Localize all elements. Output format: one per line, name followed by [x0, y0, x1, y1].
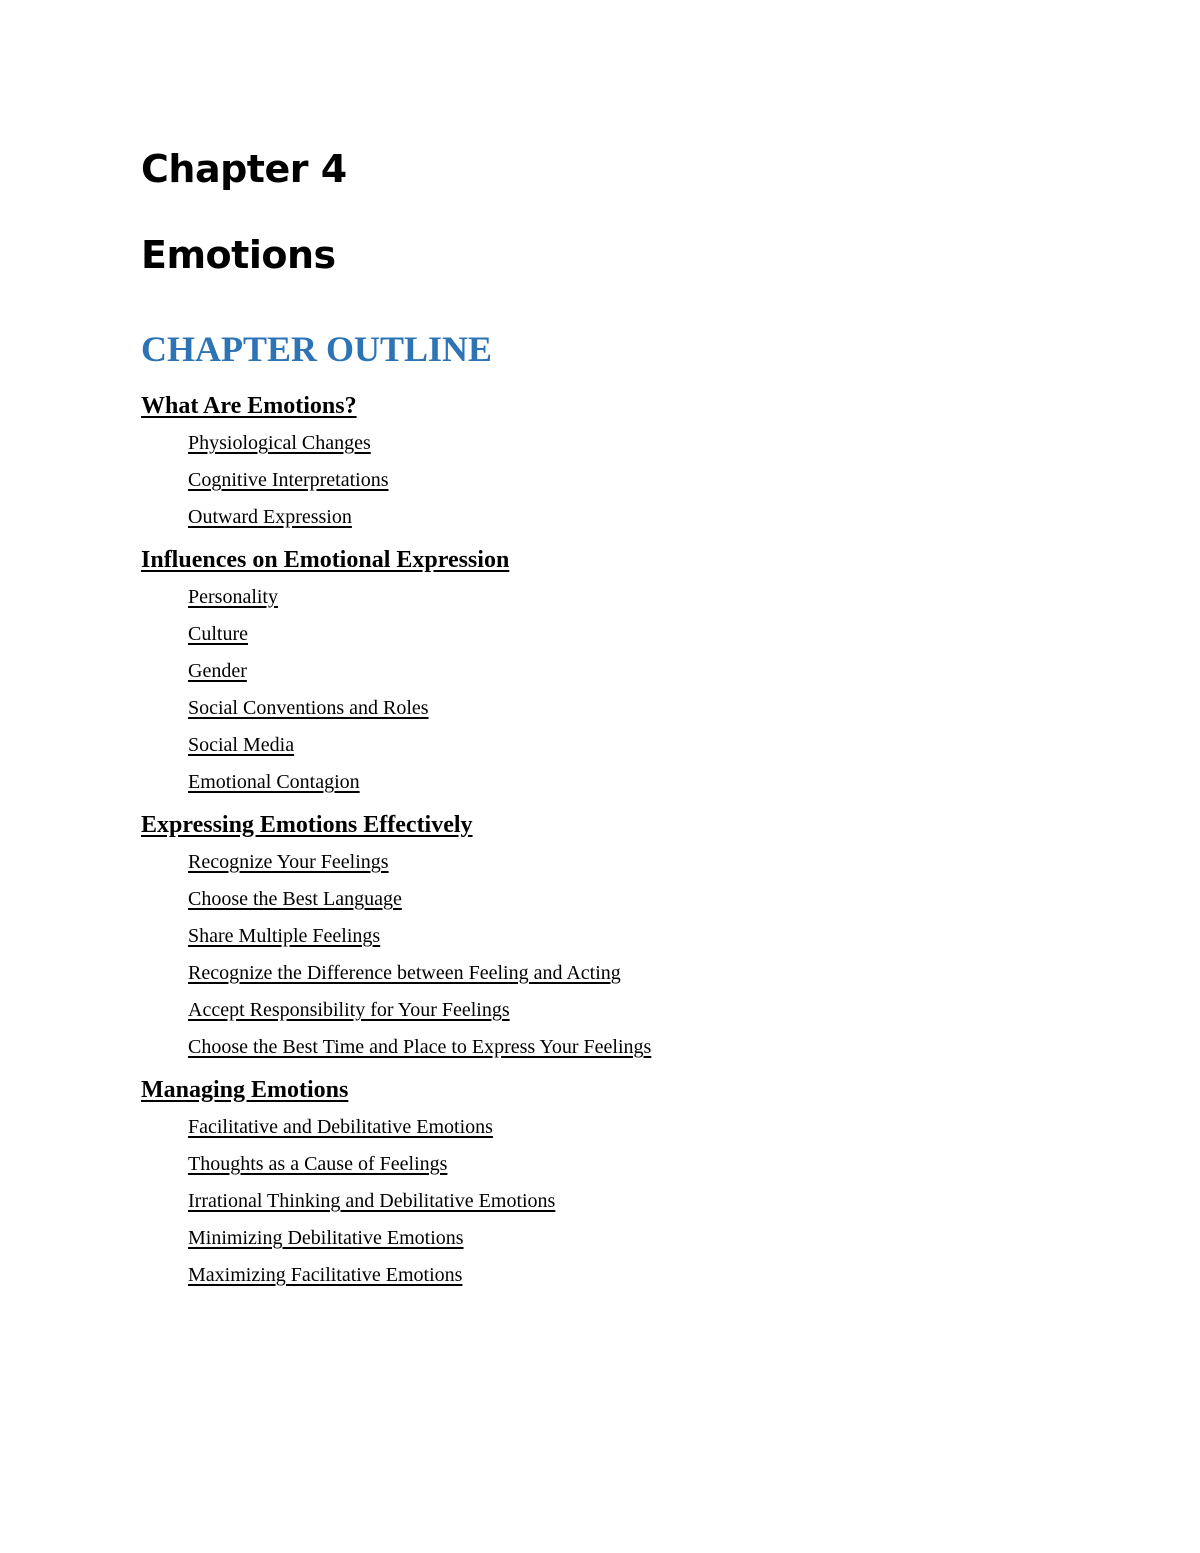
subsection-link[interactable]: Choose the Best Language — [188, 888, 402, 910]
subsection-link[interactable]: Irrational Thinking and Debilitative Emotions — [188, 1190, 556, 1212]
subsection-link[interactable]: Recognize Your Feelings — [188, 851, 389, 873]
subsection-link[interactable]: Choose the Best Time and Place to Express Your Feelings — [188, 1036, 652, 1058]
subsection-item — [188, 653, 1141, 690]
subsection-list — [141, 579, 1141, 801]
subsection-item — [188, 727, 1141, 764]
subsection-item — [188, 616, 1141, 653]
chapter-number: Chapter 4 — [141, 147, 347, 191]
subsection-item — [188, 1029, 1141, 1066]
subsection-item — [188, 1109, 1141, 1146]
section-heading-what-are-emotions[interactable]: What Are Emotions? — [141, 393, 357, 419]
subsection-item — [188, 1183, 1141, 1220]
subsection-link[interactable]: Gender — [188, 660, 247, 682]
subsection-link[interactable]: Cognitive Interpretations — [188, 469, 389, 491]
chapter-outline — [141, 388, 1141, 1294]
subsection-item — [188, 955, 1141, 992]
subsection-item — [188, 462, 1141, 499]
subsection-list — [141, 1109, 1141, 1294]
subsection-link[interactable]: Share Multiple Feelings — [188, 925, 381, 947]
subsection-link[interactable]: Thoughts as a Cause of Feelings — [188, 1153, 448, 1175]
subsection-list — [141, 844, 1141, 1066]
subsection-link[interactable]: Physiological Changes — [188, 432, 371, 454]
subsection-link[interactable]: Accept Responsibility for Your Feelings — [188, 999, 510, 1021]
subsection-item — [188, 844, 1141, 881]
subsection-link[interactable]: Emotional Contagion — [188, 771, 360, 793]
section-heading-managing[interactable]: Managing Emotions — [141, 1077, 349, 1103]
subsection-list — [141, 425, 1141, 536]
subsection-item — [188, 764, 1141, 801]
outline-heading: CHAPTER OUTLINE — [141, 329, 493, 369]
subsection-item — [188, 579, 1141, 616]
subsection-item — [188, 881, 1141, 918]
outline-section — [141, 542, 1141, 801]
chapter-title: Emotions — [141, 233, 336, 277]
outline-section — [141, 388, 1141, 536]
subsection-item — [188, 499, 1141, 536]
subsection-item — [188, 992, 1141, 1029]
outline-section — [141, 1072, 1141, 1294]
subsection-item — [188, 1257, 1141, 1294]
section-heading-expressing[interactable]: Expressing Emotions Effectively — [141, 812, 473, 838]
subsection-link[interactable]: Facilitative and Debilitative Emotions — [188, 1116, 493, 1138]
subsection-link[interactable]: Outward Expression — [188, 506, 352, 528]
subsection-item — [188, 1220, 1141, 1257]
subsection-link[interactable]: Minimizing Debilitative Emotions — [188, 1227, 464, 1249]
subsection-item — [188, 425, 1141, 462]
subsection-link[interactable]: Maximizing Facilitative Emotions — [188, 1264, 463, 1286]
subsection-link[interactable]: Social Conventions and Roles — [188, 697, 429, 719]
subsection-link[interactable]: Social Media — [188, 734, 295, 756]
subsection-link[interactable]: Personality — [188, 586, 278, 608]
subsection-item — [188, 1146, 1141, 1183]
subsection-item — [188, 918, 1141, 955]
subsection-link[interactable]: Recognize the Difference between Feeling and Acting — [188, 962, 621, 984]
outline-section — [141, 807, 1141, 1066]
subsection-link[interactable]: Culture — [188, 623, 248, 645]
section-heading-influences[interactable]: Influences on Emotional Expression — [141, 547, 510, 573]
subsection-item — [188, 690, 1141, 727]
